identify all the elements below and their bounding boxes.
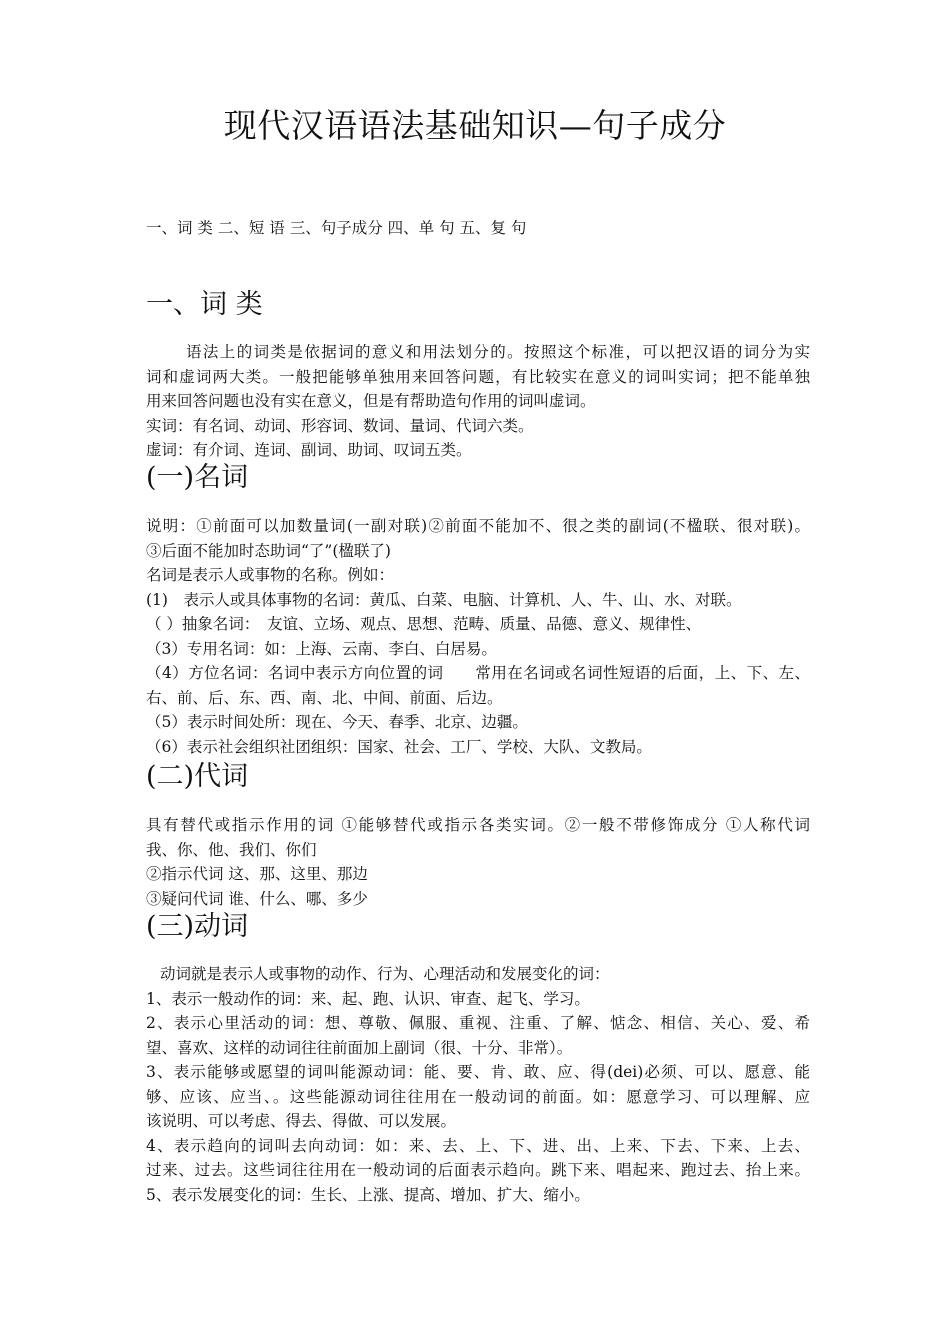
paragraph-line: 名词是表示人或事物的名称。例如： bbox=[146, 566, 395, 584]
noun-section bbox=[146, 514, 810, 759]
paragraph-line: ③疑问代词 谁、什么、哪、多少 bbox=[146, 889, 368, 908]
table-of-contents: 一、词 类 二、短 语 三、句子成分 四、单 句 五、复 句 bbox=[146, 219, 527, 237]
paragraph-line: 动词就是表示人或事物的动作、行为、心理活动和发展变化的词： bbox=[160, 965, 610, 983]
paragraph-line: （6）表示社会组织社团组织：国家、社会、工厂、学校、大队、文教局。 bbox=[146, 737, 652, 756]
document-title: 现代汉语语法基础知识—句子成分 bbox=[223, 106, 727, 145]
paragraph-line: ②指示代词 这、那、这里、那边 bbox=[146, 865, 368, 883]
subheading-verb: (三)动词 bbox=[146, 911, 249, 942]
paragraph-line: 右、前、后、东、西、南、北、中间、前面、后边。 bbox=[146, 688, 503, 707]
paragraph-line: 1、表示一般动作的词：来、起、跑、认识、审查、起飞、学习。 bbox=[146, 989, 590, 1008]
section-heading-word-classes: 一、词 类 bbox=[146, 289, 263, 320]
paragraph-line: （4）方位名词：名词中表示方向位置的词 常用在名词或名词性短语的后面，上、下、左、 bbox=[146, 664, 810, 682]
paragraph-line: 5、表示发展变化的词：生长、上涨、提高、增加、扩大、缩小。 bbox=[146, 1185, 590, 1204]
paragraph-line: 4、表示趋向的词叫去向动词：如：来、去、上、下、进、出、上来、下去、下来、上去、 bbox=[146, 1136, 810, 1155]
pronoun-section bbox=[146, 813, 810, 911]
paragraph-line: 我、你、他、我们、你们 bbox=[146, 840, 317, 859]
paragraph-line: 虚词：有介词、连词、副词、助词、叹词五类。 bbox=[146, 441, 472, 459]
paragraph-line: 用来回答问题也没有实在意义，但是有帮助造句作用的词叫虚词。 bbox=[146, 392, 596, 410]
paragraph-line: (1) 表示人或具体事物的名词：黄瓜、白菜、电脑、计算机、人、牛、山、水、对联。 bbox=[146, 590, 742, 609]
paragraph-line: 3、表示能够或愿望的词叫能源动词：能、要、肯、敢、应、得(dei)必须、可以、愿意、能 bbox=[146, 1063, 810, 1081]
subheading-noun: (一)名词 bbox=[146, 462, 249, 493]
paragraph-line: 够、应该、应当、。这些能源动词往往用在一般动词的前面。如：愿意学习、可以理解、应 bbox=[146, 1087, 810, 1106]
verb-section bbox=[146, 962, 810, 1207]
paragraph-line: 说明：①前面可以加数量词(一副对联)②前面不能加不、很之类的副词(不楹联、很对联)。 bbox=[146, 517, 810, 535]
paragraph-line: （5）表示时间处所：现在、今天、春季、北京、边疆。 bbox=[146, 713, 528, 731]
paragraph-line: 语法上的词类是依据词的意义和用法划分的。按照这个标准，可以把汉语的词分为实 bbox=[186, 343, 810, 361]
paragraph-line: 该说明、可以考虑、得去、得做、可以发展。 bbox=[146, 1112, 457, 1130]
paragraph-line: 过来、过去。这些词往往用在一般动词的后面表示趋向。跳下来、唱起来、跑过去、抬上来。 bbox=[146, 1161, 810, 1179]
paragraph-line: 实词：有名词、动词、形容词、数词、量词、代词六类。 bbox=[146, 416, 534, 435]
paragraph-line: 2、表示心里活动的词：想、尊敬、佩服、重视、注重、了解、惦念、相信、关心、爱、希 bbox=[146, 1014, 810, 1032]
paragraph-line: ③后面不能加时态助词“了”(楹联了) bbox=[146, 541, 391, 560]
word-classes-intro bbox=[146, 340, 810, 463]
paragraph-line: 望、喜欢、这样的动词往往前面加上副词（很、十分、非常）。 bbox=[146, 1038, 573, 1057]
paragraph-line: 词和虚词两大类。一般把能够单独用来回答问题，有比较实在意义的词叫实词；把不能单独 bbox=[146, 367, 810, 386]
paragraph-line: （ ）抽象名词： 友谊、立场、观点、思想、范畴、质量、品德、意义、规律性、 bbox=[146, 615, 702, 633]
subheading-pronoun: (二)代词 bbox=[146, 761, 249, 792]
paragraph-line: 具有替代或指示作用的词 ①能够替代或指示各类实词。②一般不带修饰成分 ①人称代词 bbox=[146, 816, 810, 834]
paragraph-line: （3）专用名词：如：上海、云南、李白、白居易。 bbox=[146, 639, 497, 658]
